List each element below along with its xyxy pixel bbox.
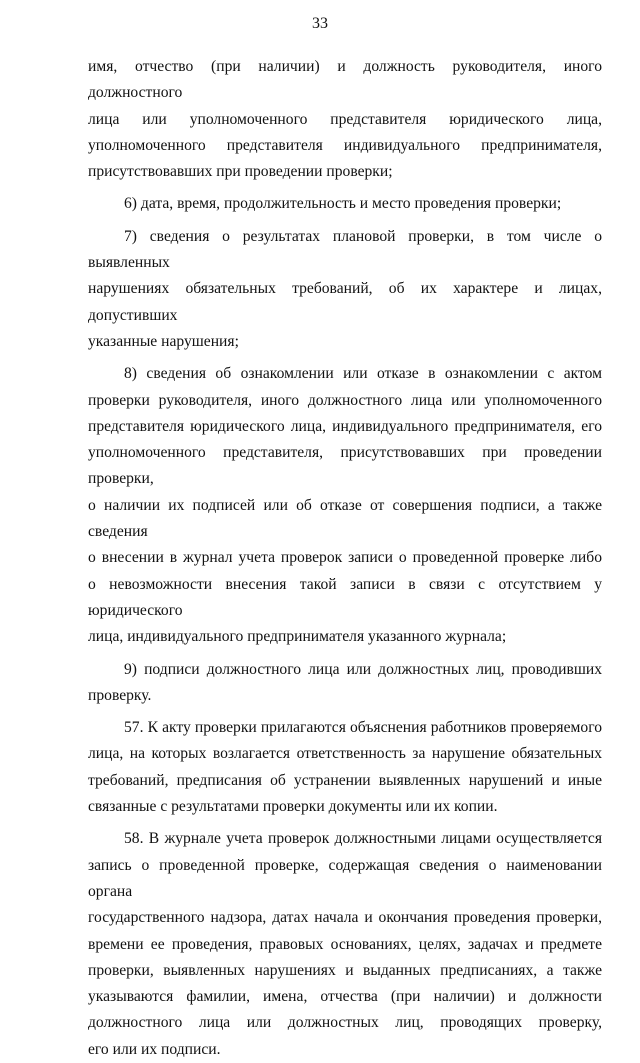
- text-line: 58. В журнале учета проверок должностными лицами осуществляется: [124, 830, 602, 848]
- text-line: имя, отчество (при наличии) и должность руководителя, иного должностного: [88, 58, 602, 102]
- text-line: проверки руководителя, иного должностного лица или уполномоченного: [88, 391, 602, 409]
- text-line: требований, предписания об устранении выявленных нарушений и иные: [88, 771, 602, 789]
- text-line: должностного лица или должностных лиц, проводящих проверку,: [88, 1014, 602, 1032]
- paragraph-signatories: [88, 54, 602, 185]
- text-line: времени ее проведения, правовых основаниях, целях, задачах и предмете: [88, 935, 602, 953]
- text-line: лица или уполномоченного представителя юридического лица,: [88, 110, 602, 128]
- text-line: 57. К акту проверки прилагаются объяснения работников проверяемого: [124, 719, 602, 737]
- text-line: 6) дата, время, продолжительность и место проведения проверки;: [124, 195, 562, 213]
- text-line: представителя юридического лица, индивидуального предпринимателя, его: [88, 417, 602, 435]
- text-line: 9) подписи должностного лица или должностных лиц, проводивших: [124, 660, 602, 678]
- text-line: его или их подписи.: [88, 1040, 221, 1058]
- text-line: запись о проведенной проверке, содержащая сведения о наименовании органа: [88, 856, 602, 900]
- text-line: о невозможности внесения такой записи в связи с отсутствием у юридического: [88, 575, 602, 619]
- text-line: нарушениях обязательных требований, об их характере и лицах, допустивших: [88, 280, 602, 324]
- text-line: 7) сведения о результатах плановой проверки, в том числе о выявленных: [88, 227, 602, 272]
- text-line: уполномоченного представителя, присутствовавших при проведении проверки,: [88, 444, 602, 488]
- text-line: о наличии их подписей или об отказе от совершения подписи, а также сведения: [88, 496, 602, 541]
- text-line: уполномоченного представителя индивидуального предпринимателя,: [88, 136, 602, 154]
- text-line: проверку.: [88, 686, 152, 704]
- text-line: лица, на которых возлагается ответственность за нарушение обязательных: [88, 745, 602, 763]
- text-line: указываются фамилии, имена, отчества (при наличии) и должности: [88, 988, 602, 1006]
- paragraph-58: [88, 826, 602, 1063]
- text-line: о внесении в журнал учета проверок записи о проведенной проверке либо: [88, 549, 602, 567]
- text-line: государственного надзора, датах начала и окончания проведения проверки,: [88, 909, 602, 927]
- text-line: 8) сведения об ознакомлении или отказе в ознакомлении с актом: [124, 365, 602, 383]
- paragraph-item-8: [88, 361, 602, 650]
- text-line: связанные с результатами проверки документы или их копии.: [88, 798, 498, 816]
- page-number: 33: [312, 15, 328, 32]
- text-line: присутствовавших при проведении проверки;: [88, 163, 393, 181]
- paragraph-item-7: [88, 224, 602, 355]
- paragraph-57: [88, 715, 602, 820]
- document-body: [88, 54, 602, 1063]
- paragraph-item-6: [88, 191, 602, 217]
- text-line: указанные нарушения;: [88, 332, 239, 350]
- text-line: лица, индивидуального предпринимателя указанного журнала;: [88, 628, 507, 646]
- paragraph-item-9: [88, 657, 602, 710]
- text-line: проверки, выявленных нарушениях и выданных предписаниях, а также: [88, 961, 602, 979]
